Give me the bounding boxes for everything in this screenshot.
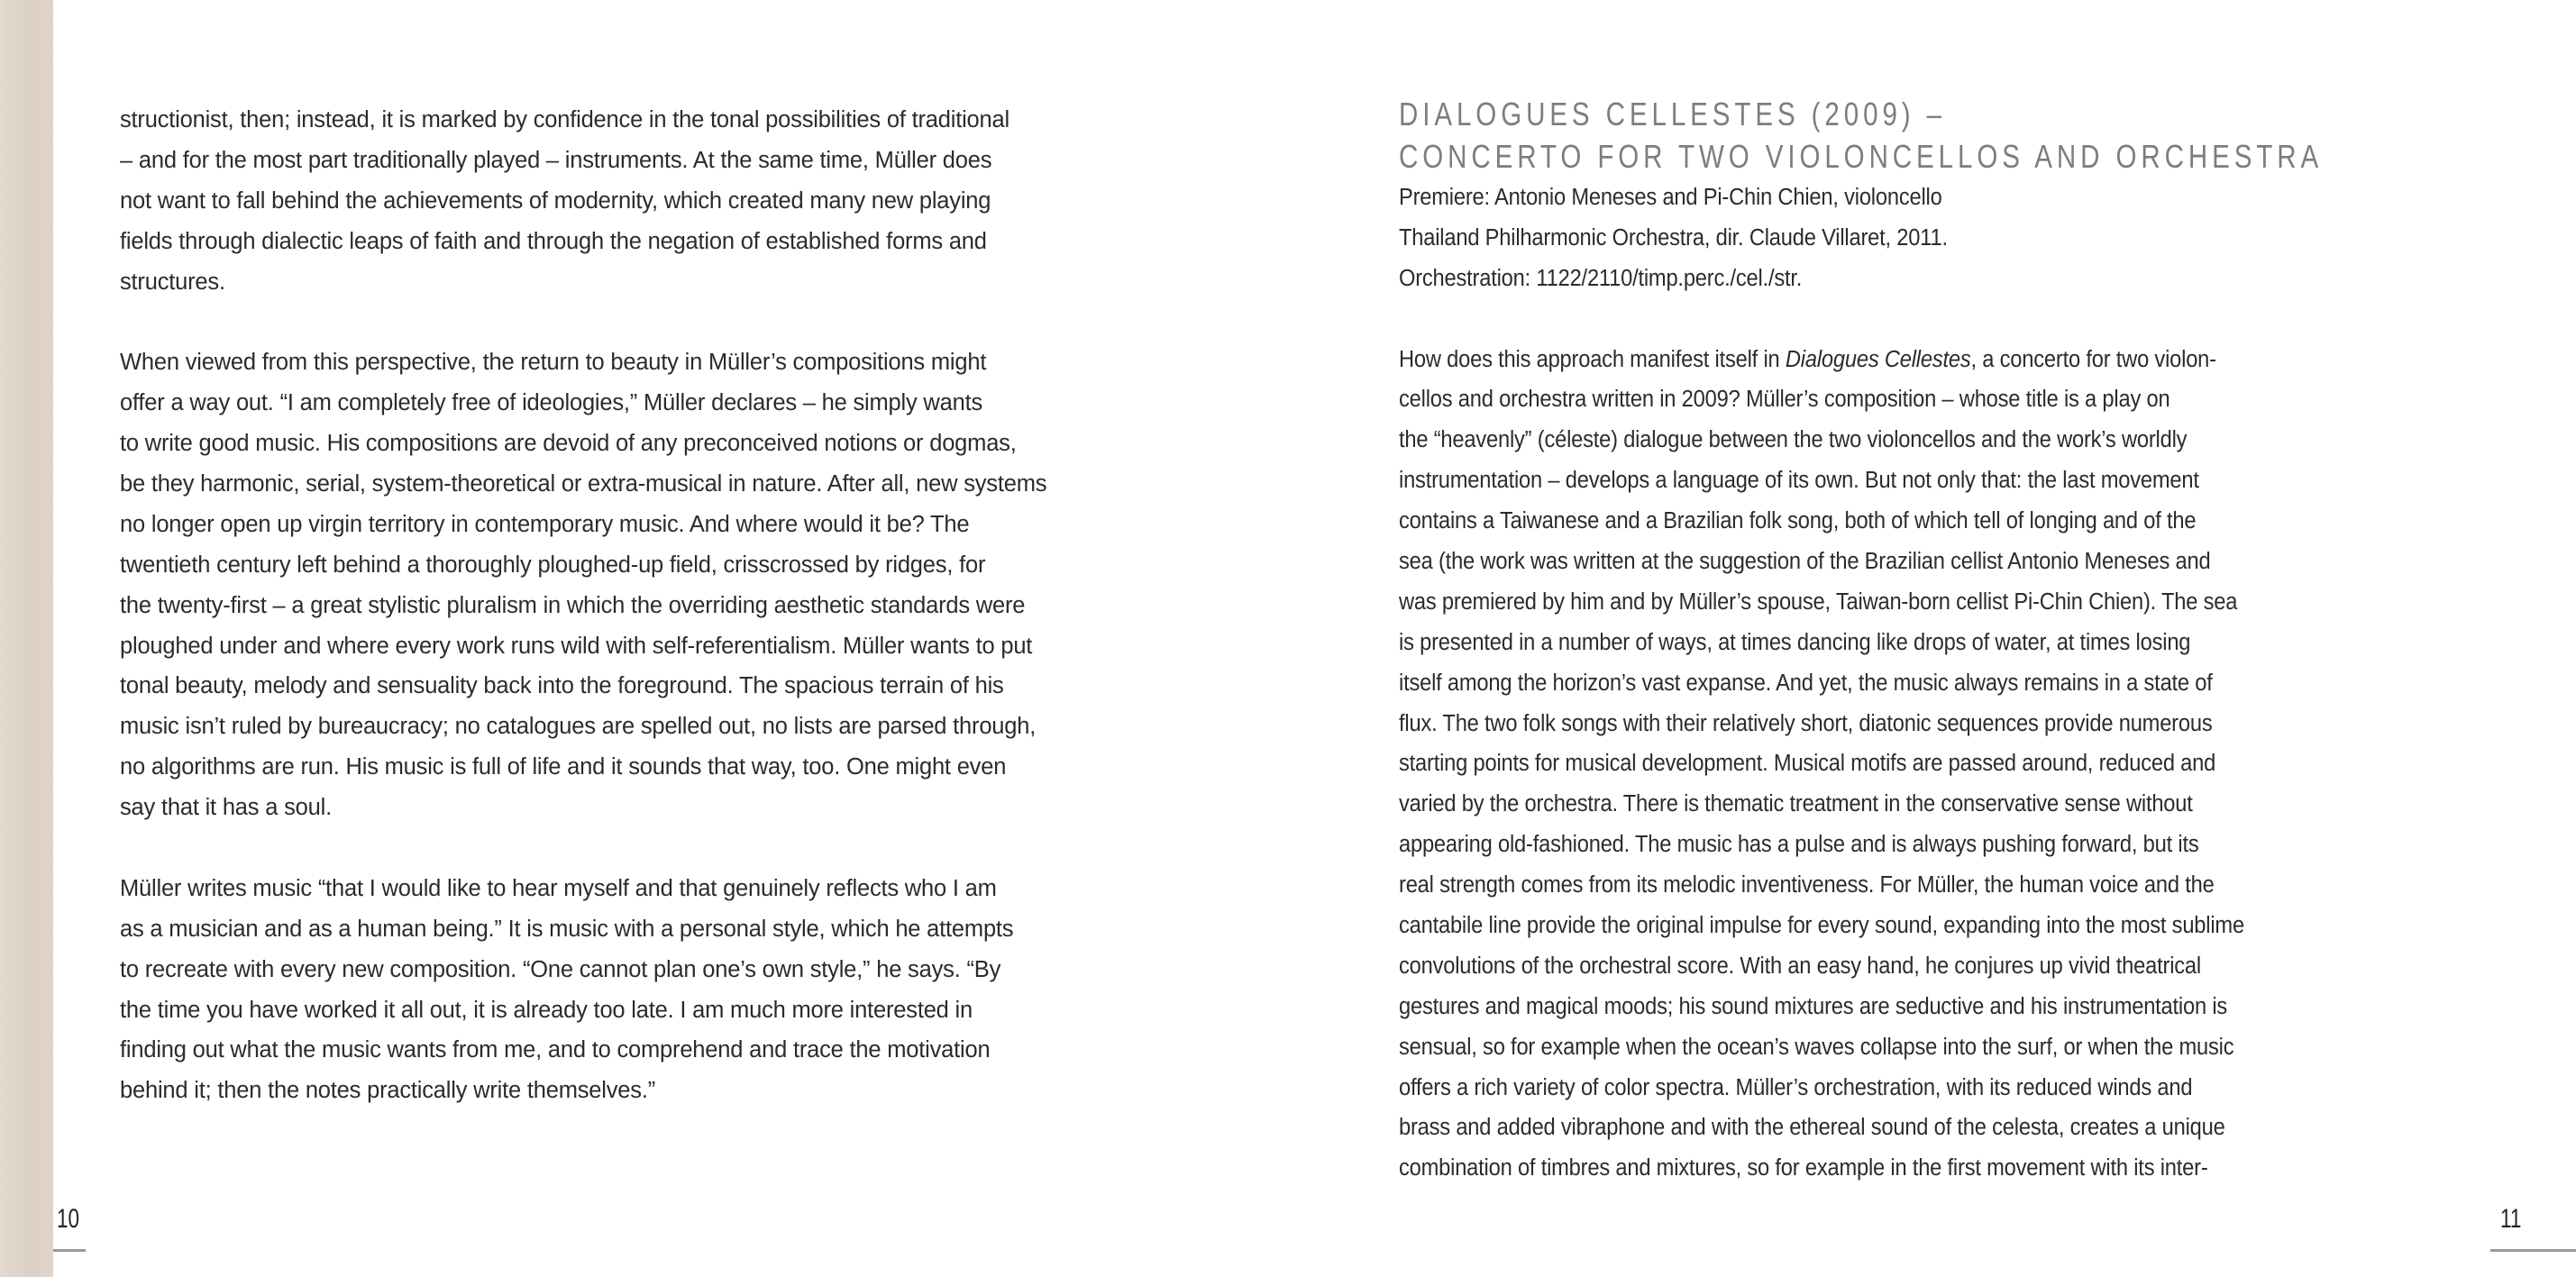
body-line: music isn’t ruled by bureaucracy; no catalogues are spelled out, no lists are parsed through, bbox=[120, 714, 1037, 740]
left-page-text bbox=[120, 100, 1046, 1111]
body-line: no algorithms are run. His music is full of life and it sounds that way, too. One might even bbox=[120, 754, 1007, 780]
body-line: offer a way out. “I am completely free of ideologies,” Müller declares – he simply wants bbox=[120, 390, 983, 416]
body-line: to write good music. His compositions are devoid of any preconceived notions or dogmas, bbox=[120, 431, 1017, 457]
body-line: instrumentation – develops a language of its own. But not only that: the last movement bbox=[1399, 468, 2199, 494]
body-line: ploughed under and where every work runs wild with self-referentialism. Müller wants to put bbox=[120, 633, 1033, 659]
body-line: real strength comes from its melodic inventiveness. For Müller, the human voice and the bbox=[1399, 872, 2215, 898]
text-run: How does this approach manifest itself in bbox=[1399, 346, 1786, 372]
body-line: tonal beauty, melody and sensuality back into the foreground. The spacious terrain of his bbox=[120, 673, 1004, 699]
body-line: offers a rich variety of color spectra. Müller’s orchestration, with its reduced winds and bbox=[1399, 1074, 2193, 1100]
page-number-left: 10 bbox=[57, 1204, 80, 1234]
body-line: gestures and magical moods; his sound mixtures are seductive and his instrumentation is bbox=[1399, 993, 2228, 1019]
body-line: is presented in a number of ways, at times dancing like drops of water, at times losing bbox=[1399, 629, 2191, 655]
body-line: fields through dialectic leaps of faith and through the negation of established forms and bbox=[120, 228, 987, 254]
page-edge-strip bbox=[0, 0, 53, 1277]
body-line: the twenty-first – a great stylistic pluralism in which the overriding aesthetic standards were bbox=[120, 592, 1026, 618]
body-line: cantabile line provide the original impulse for every sound, expanding into the most sublime bbox=[1399, 913, 2244, 939]
body-line: the “heavenly” (céleste) dialogue between the two violoncellos and the work’s worldly bbox=[1399, 427, 2188, 453]
body-line: finding out what the music wants from me, and to comprehend and trace the motivation bbox=[120, 1037, 991, 1063]
body-line: to recreate with every new composition. “One cannot plan one’s own style,” he says. “By bbox=[120, 956, 1001, 982]
page-number-rule-left bbox=[53, 1249, 86, 1252]
body-line: appearing old-fashioned. The music has a pulse and is always pushing forward, but its bbox=[1399, 832, 2199, 858]
body-line: as a musician and as a human being.” It is music with a personal style, which he attempts bbox=[120, 916, 1014, 942]
body-line: sea (the work was written at the suggestion of the Brazilian cellist Antonio Meneses and bbox=[1399, 549, 2211, 575]
body-line: brass and added vibraphone and with the ethereal sound of the celesta, creates a unique bbox=[1399, 1115, 2225, 1141]
text-run: , a concerto for two violon- bbox=[1970, 346, 2216, 372]
premiere-detail: Premiere: Antonio Meneses and Pi-Chin Chien, violoncello bbox=[1399, 185, 1942, 210]
body-line: twentieth century left behind a thoroughly ploughed-up field, crisscrossed by ridges, for bbox=[120, 552, 986, 578]
body-line: Müller writes music “that I would like to hear myself and that genuinely reflects who I am bbox=[120, 875, 997, 901]
body-line: not want to fall behind the achievements of modernity, which created many new playing bbox=[120, 187, 991, 214]
body-line: flux. The two folk songs with their relatively short, diatonic sequences provide numerous bbox=[1399, 710, 2213, 736]
body-line: behind it; then the notes practically write themselves.” bbox=[120, 1078, 656, 1104]
body-line: sensual, so for example when the ocean’s waves collapse into the surf, or when the music bbox=[1399, 1034, 2234, 1060]
body-line: was premiered by him and by Müller’s spouse, Taiwan-born cellist Pi-Chin Chien). The sea bbox=[1399, 588, 2238, 615]
body-line: convolutions of the orchestral score. With an easy hand, he conjures up vivid theatrical bbox=[1399, 953, 2201, 979]
section-heading-line-2: CONCERTO FOR TWO VIOLONCELLOS AND ORCHESTRA bbox=[1399, 138, 2324, 175]
body-line: When viewed from this perspective, the return to beauty in Müller’s compositions might bbox=[120, 350, 987, 376]
page-number-right: 11 bbox=[2500, 1204, 2522, 1234]
orchestra-detail: Thailand Philharmonic Orchestra, dir. Claude Villaret, 2011. bbox=[1399, 224, 1948, 251]
body-line: structionist, then; instead, it is marked by confidence in the tonal possibilities of traditional bbox=[120, 107, 1009, 132]
body-line: – and for the most part traditionally played – instruments. At the same time, Müller does bbox=[120, 147, 992, 173]
right-page-text bbox=[1399, 93, 2526, 1189]
body-line: no longer open up virgin territory in contemporary music. And where would it be? The bbox=[120, 511, 970, 537]
body-line: combination of timbres and mixtures, so for example in the first movement with its inter- bbox=[1399, 1155, 2208, 1181]
body-line: the time you have worked it all out, it is already too late. I am much more interested in bbox=[120, 997, 973, 1023]
page-number-rule-right bbox=[2490, 1249, 2576, 1252]
section-heading-line-1: DIALOGUES CELLESTES (2009) – bbox=[1399, 96, 1947, 132]
work-title-italic: Dialogues Cellestes bbox=[1785, 346, 1971, 372]
body-line bbox=[1399, 340, 2444, 380]
body-line: cellos and orchestra written in 2009? Müller’s composition – whose title is a play on bbox=[1399, 387, 2170, 413]
body-line: itself among the horizon’s vast expanse. And yet, the music always remains in a state of bbox=[1399, 670, 2213, 696]
body-line: contains a Taiwanese and a Brazilian folk song, both of which tell of longing and of the bbox=[1399, 508, 2197, 534]
body-line: be they harmonic, serial, system-theoretical or extra-musical in nature. After all, new systems bbox=[120, 471, 1047, 497]
body-line: starting points for musical development. Musical motifs are passed around, reduced and bbox=[1399, 751, 2216, 777]
body-line: varied by the orchestra. There is thematic treatment in the conservative sense without bbox=[1399, 791, 2193, 817]
body-line: structures. bbox=[120, 269, 225, 295]
body-line: say that it has a soul. bbox=[120, 795, 332, 821]
orchestration-detail: Orchestration: 1122/2110/timp.perc./cel./str. bbox=[1399, 265, 1803, 291]
